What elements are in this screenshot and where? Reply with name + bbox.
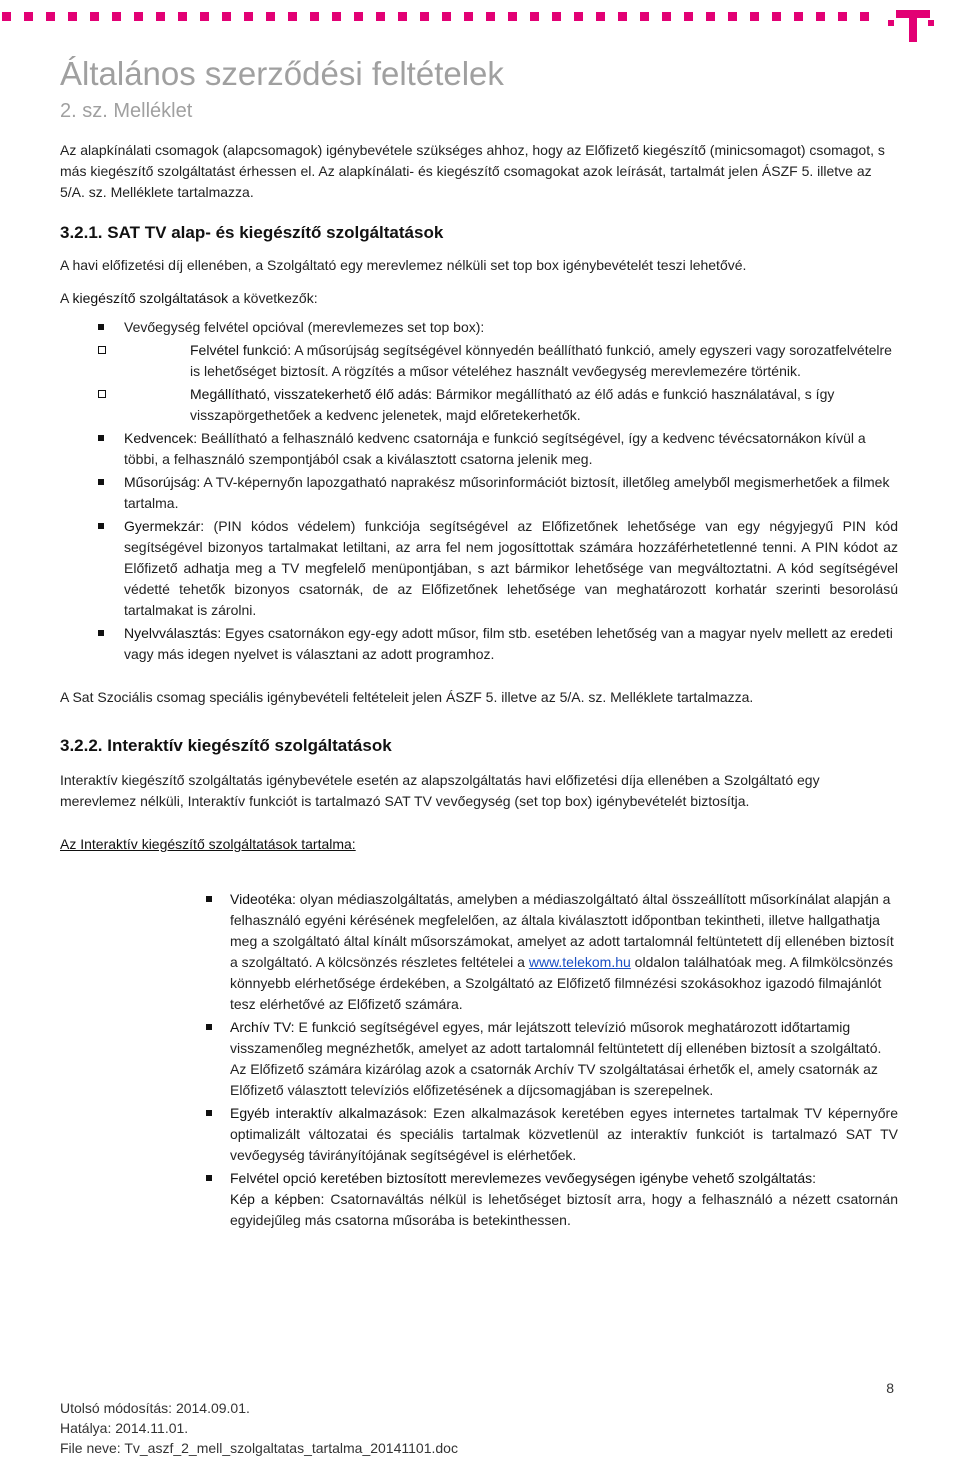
- section1-paragraph: A havi előfizetési díj ellenében, a Szolgáltató egy merevlemez nélküli set top box igénybevételét teszi lehetővé.: [60, 257, 747, 273]
- header-dot: [508, 12, 517, 21]
- header-dot: [376, 12, 385, 21]
- header-dot: [2, 12, 11, 21]
- header-dot: [46, 12, 55, 21]
- header-dot: [464, 12, 473, 21]
- header-dot: [310, 12, 319, 21]
- header-dot: [706, 12, 715, 21]
- header-dot: [134, 12, 143, 21]
- list-item: Videotéka: olyan médiaszolgáltatás, amelyben a médiaszolgáltató által összeállított műsorkínálat alapján a felhasználó egyéni kérésének megfelelően, az általa kiválasztott időpontban tekintheti, illetve hallgathatja meg a szolgáltató által kínált műsorszámokat, amelyet az adott tartalomnál feltüntetett díj ellenében biztosít a szolgáltató. A kölcsönzés részletes feltételei a www.telekom.hu oldalon találhatóak meg. A filmkölcsönzés könnyebb elérhetősége érdekében, a Szolgáltató az Előfizető filmnézési szokásokhoz igazodó filmajánlót tesz elérhetővé az Előfizető számára.: [60, 889, 898, 1015]
- header-dot: [24, 12, 33, 21]
- header-dot: [662, 12, 671, 21]
- header-dot: [728, 12, 737, 21]
- section-title: Interaktív kiegészítő szolgáltatások: [107, 736, 392, 755]
- header-dot: [640, 12, 649, 21]
- telekom-t-logo-icon: [888, 4, 934, 44]
- item-title: Videotéka:: [230, 891, 296, 907]
- section1-closing: A Sat Szociális csomag speciális igénybevételi feltételeit jelen ÁSZF 5. illetve az 5/A. sz. Melléklete tartalmazza.: [60, 689, 754, 705]
- page-title: Általános szerződési feltételek: [60, 55, 504, 92]
- list-item: Műsorújság: A TV-képernyőn lapozgatható naprakész műsorinformációt biztosít, illetőleg amelyből megismerhetőek a filmek tartalma.: [60, 472, 898, 514]
- section-heading-322: [60, 734, 898, 758]
- list-item: Archív TV: E funkció segítségével egyes, már lejátszott televízió műsorok meghatározott időtartamig visszamenőleg megnézhetők, amelyet az adott tartalomnál feltüntetett díj ellenében biztosít a szolgáltató. Az Előfizető számára kizárólag azok a csatornák Archív TV szolgáltatásai érhetők el, amely csatornák az Előfizető választott televíziós előfizetésének a díjcsomagjában is szerepelnek.: [60, 1017, 898, 1101]
- sub-list: [60, 340, 898, 426]
- item-title: Felvétel opció keretében biztosított merevlemezes vevőegységen igénybe vehető szolgáltatás:: [230, 1170, 817, 1186]
- footer-modified: Utolsó módosítás: 2014.09.01.: [60, 1400, 250, 1416]
- header-dot: [530, 12, 539, 21]
- footer: [60, 1398, 458, 1458]
- list-item: [60, 317, 898, 426]
- list-item: Kedvencek: Beállítható a felhasználó kedvenc csatornája e funkció segítségével, így a kedvenc tévécsatornákon kívül a többi, a felhasználó szempontjából csak a kiválasztott csatorna jelenik meg.: [60, 428, 898, 470]
- list-item: Gyermekzár: (PIN kódos védelem) funkciója segítségével az Előfizetőnek lehetősége van egy négyjegyű PIN kód segítségével bizonyos tartalmakat letiltani, az arra fel nem jogosíttottak számára hozzáférhetetlenné tenni. A PIN kódot az Előfizető adhatja meg a TV megfelelő menüpontjában, s azt bármikor lehetősége van megváltoztatni. A kód segítségével védetté tehetők bizonyos csatornák, de az Előfizetőnek lehetősége van meghatározott korhatár szerinti besorolású tartalmakat is zárolni.: [60, 516, 898, 621]
- intro-paragraph: Az alapkínálati csomagok (alapcsomagok) igénybevétele szükséges ahhoz, hogy az Előfizető kiegészítő (minicsomagot) csomagot, s más kiegészítő szolgáltatást érhessen el. Az alapkínálati- és kiegészítő csomagokat azok leírását, tartalmát jelen ÁSZF 5. illetve az 5/A. sz. Melléklete tartalmazza.: [60, 142, 885, 200]
- header-dot: [354, 12, 363, 21]
- supplementary-services-list: [60, 317, 898, 665]
- header-dot: [420, 12, 429, 21]
- keyword: kiegészítő szolgáltatások: [72, 290, 229, 306]
- list-item: Felvétel funkció: A műsorújság segítségével könnyedén beállítható funkció, amely egyszeri vagy sorozatfelvételre is lehetőséget biztosít. A rögzítés a műsor vételéhez használt vevőegység merevlemezére történik.: [60, 340, 898, 382]
- footer-effective: Hatálya: 2014.11.01.: [60, 1420, 189, 1436]
- header-dot: [332, 12, 341, 21]
- item-title: Kép a képben:: [230, 1191, 325, 1207]
- section-title: SAT TV alap- és kiegészítő szolgáltatások: [107, 223, 444, 242]
- interactive-services-list: [60, 889, 898, 1231]
- section-heading-321: [60, 221, 898, 245]
- item-title: Nyelvválasztás:: [124, 625, 222, 641]
- telekom-link[interactable]: www.telekom.hu: [528, 954, 631, 970]
- header-dot: [618, 12, 627, 21]
- item-title: Egyéb interaktív alkalmazások:: [230, 1105, 428, 1121]
- header-dot: [750, 12, 759, 21]
- header-dot: [266, 12, 275, 21]
- item-title: Gyermekzár:: [124, 518, 205, 534]
- header-dot: [860, 12, 869, 21]
- footer-filename: File neve: Tv_aszf_2_mell_szolgaltatas_tartalma_20141101.doc: [60, 1440, 458, 1456]
- section2-paragraph: Interaktív kiegészítő szolgáltatás igénybevétele esetén az alapszolgáltatás havi előfizetési díja ellenében a Szolgáltató egy merevlemez nélküli, Interaktív funkciót is tartalmazó SAT TV vevőegység (set top box) igénybevételét biztosítja.: [60, 772, 820, 809]
- header-dot: [398, 12, 407, 21]
- header-dot: [574, 12, 583, 21]
- header-dot: [90, 12, 99, 21]
- header-dot: [794, 12, 803, 21]
- list-item: Felvétel opció keretében biztosított merevlemezes vevőegységen igénybe vehető szolgáltatás: Kép a képben: Csatornaváltás nélkül is lehetőséget biztosít arra, hogy a felhasználó a nézett csatornán egyidejűleg más csatorna műsorába is betekinthessen.: [60, 1168, 898, 1231]
- page-subtitle: 2. sz. Melléklet: [60, 100, 193, 122]
- header-dot: [288, 12, 297, 21]
- header-dot: [596, 12, 605, 21]
- header-dot-strip: [0, 12, 880, 26]
- item-title: Kedvencek:: [124, 430, 198, 446]
- header-dot: [684, 12, 693, 21]
- section-number: 3.2.1.: [60, 223, 103, 242]
- header-dot: [244, 12, 253, 21]
- list-item: Megállítható, visszatekerhető élő adás: Bármikor megállítható az élő adás e funkció használatával, s így visszapörgethetőek a kedvenc jelenetek, majd előretekerhetők.: [60, 384, 898, 426]
- section-number: 3.2.2.: [60, 736, 103, 755]
- header-dot: [552, 12, 561, 21]
- content-heading: Az Interaktív kiegészítő szolgáltatások tartalma:: [60, 836, 356, 852]
- header-dot: [200, 12, 209, 21]
- document-body: [60, 52, 898, 1231]
- header-dot: [178, 12, 187, 21]
- list-item: Egyéb interaktív alkalmazások: Ezen alkalmazások keretében egyes internetes tartalmak TV képernyőre optimalizált változatai és speciális tartalmak közvetlenül az interaktív funkciót is tartalmazó SAT TV vevőegység távirányítójának segítségével is elérhetőek.: [60, 1103, 898, 1166]
- item-title: Felvétel funkció:: [190, 342, 292, 358]
- page-number: 8: [886, 1380, 894, 1396]
- item-title: Megállítható, visszatekerhető élő adás:: [190, 386, 433, 402]
- item-title: Műsorújság:: [124, 474, 201, 490]
- list-item: Nyelvválasztás: Egyes csatornákon egy-egy adott műsor, film stb. esetében lehetőség van a magyar nyelv mellett az eredeti vagy más idegen nyelvet is választani az adott programhoz.: [60, 623, 898, 665]
- header-dot: [112, 12, 121, 21]
- header-dot: [816, 12, 825, 21]
- header-dot: [772, 12, 781, 21]
- header-dot: [442, 12, 451, 21]
- header-dot: [838, 12, 847, 21]
- item-title: Archív TV:: [230, 1019, 295, 1035]
- item-title: Vevőegység felvétel opcióval (merevlemezes set top box):: [124, 319, 485, 335]
- header-dot: [222, 12, 231, 21]
- header-dot: [486, 12, 495, 21]
- header-dot: [156, 12, 165, 21]
- header-dot: [68, 12, 77, 21]
- list-intro: A kiegészítő szolgáltatások a következők:: [60, 290, 318, 306]
